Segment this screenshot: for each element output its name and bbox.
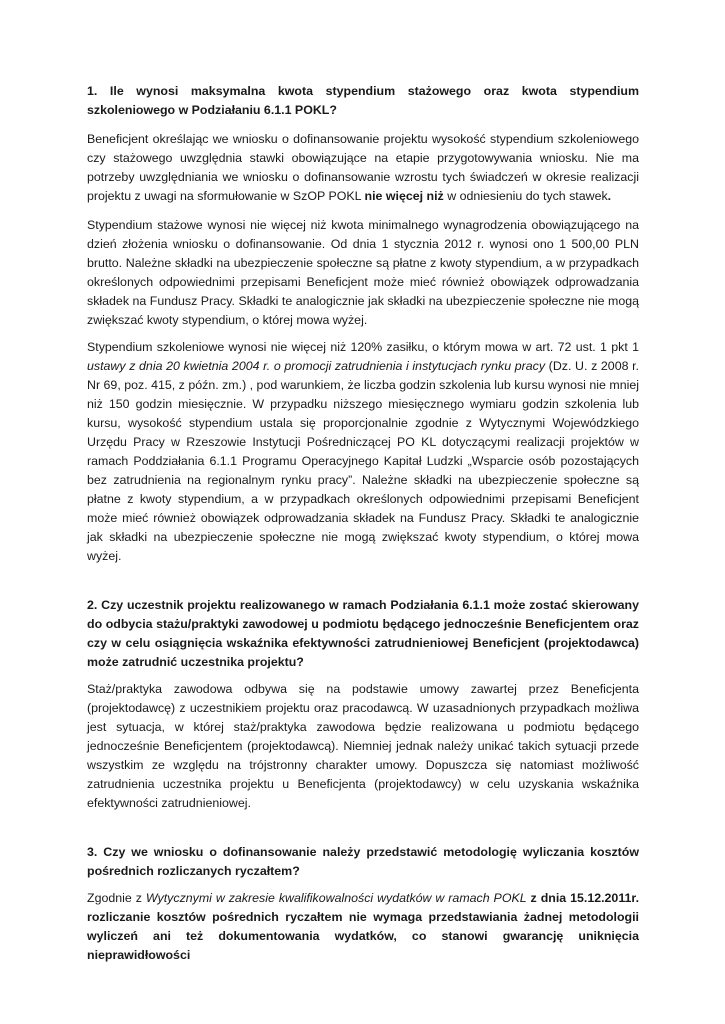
bold-text: z dnia 15.12.2011r. rozliczanie kosztów pośrednich ryczałtem nie wymaga przedstawiania żadnej metodologii wyliczeń ani też dokumentowania wydatków, co stanowi gwarancję uniknięcia nieprawidłowości: [87, 891, 640, 962]
document-page: [87, 82, 639, 965]
text-span: w odniesieniu do tych stawek: [443, 189, 608, 203]
bold-text: nie więcej niż: [364, 189, 444, 203]
text-span: Zgodnie z: [87, 891, 146, 905]
text-span: Beneficjent określając we wniosku o dofinansowanie projektu wysokość stypendium szkoleniowego czy stażowego uwzględnia stawki obowiązujące na etapie przygotowywania wniosku. Nie ma potrzeby uwzględniania we wniosku o dofinansowanie wzrostu tych świadczeń w okresie realizacji projektu z uwagi na sformułowanie w SzOP POKL: [87, 132, 639, 203]
text-span: Stypendium szkoleniowe wynosi nie więcej niż 120% zasiłku, o którym mowa w art. 72 ust. 1 pkt 1: [87, 340, 639, 354]
italic-text: ustawy z dnia 20 kwietnia 2004 r. o promocji zatrudnienia i instytucjach rynku pracy: [87, 359, 546, 373]
answer-3-paragraph-1: [87, 889, 639, 965]
question-2: 2. Czy uczestnik projektu realizowanego w ramach Podziałania 6.1.1 może zostać skierowany do odbycia stażu/praktyki zawodowej u podmiotu będącego jednocześnie Beneficjentem oraz czy w celu osiągnięcia wskaźnika efektywności zatrudnieniowej Beneficjent (projektodawca) może zatrudnić uczestnika projektu?: [87, 598, 639, 669]
bold-text: .: [607, 189, 612, 203]
text-span: (Dz. U. z 2008 r. Nr 69, poz. 415, z późn. zm.) , pod warunkiem, że liczba godzin szkolenia lub kursu wynosi nie mniej niż 150 godzin miesięcznie. W przypadku niższego miesięcznego wymiaru godzin szkolenia lub kursu, wysokość stypendium ustala się proporcjonalnie zgodnie z Wytycznymi Wojewódzkiego Urzędu Pracy w Rzeszowie Instytucji Pośredniczącej PO KL dotyczącymi realizacji projektów w ramach Poddziałania 6.1.1 Programu Operacyjnego Kapitał Ludzki „Wsparcie osób pozostających bez zatrudnienia na regionalnym rynku pracy”. Należne składki na ubezpieczenie społeczne są płatne z kwoty stypendium, a w przypadkach określonych odpowiednimi przepisami Beneficjent może mieć również obowiązek odprowadzania składek na Fundusz Pracy. Składki te analogicznie jak składki na ubezpieczenie społeczne nie mogą zwiększać kwoty stypendium, o której mowa wyżej.: [87, 359, 639, 563]
question-3: 3. Czy we wniosku o dofinansowanie należy przedstawić metodologię wyliczania kosztów pośrednich rozliczanych ryczałtem?: [87, 845, 639, 878]
answer-1-paragraph-3: [87, 338, 639, 566]
answer-1-paragraph-1: [87, 130, 639, 206]
italic-text: Wytycznymi w zakresie kwalifikowalności wydatków w ramach POKL: [145, 891, 527, 905]
question-1: 1. Ile wynosi maksymalna kwota stypendium stażowego oraz kwota stypendium szkoleniowego w Podziałaniu 6.1.1 POKL?: [87, 84, 639, 117]
answer-1-paragraph-2: Stypendium stażowe wynosi nie więcej niż kwota minimalnego wynagrodzenia obowiązującego na dzień złożenia wniosku o dofinansowanie. Od dnia 1 stycznia 2012 r. wynosi ono 1 500,00 PLN brutto. Należne składki na ubezpieczenie społeczne są płatne z kwoty stypendium, a w przypadkach określonych odpowiednimi przepisami Beneficjent może mieć również obowiązek odprowadzania składek na Fundusz Pracy. Składki te analogicznie jak składki na ubezpieczenie społeczne nie mogą zwiększać kwoty stypendium, o której mowa wyżej.: [87, 218, 639, 327]
answer-2-paragraph-1: Staż/praktyka zawodowa odbywa się na podstawie umowy zawartej przez Beneficjenta (projektodawcę) z uczestnikiem projektu oraz pracodawcą. W uzasadnionych przypadkach możliwa jest sytuacja, w której staż/praktyka zawodowa będzie realizowana u podmiotu będącego jednocześnie Beneficjentem (projektodawcą). Niemniej jednak należy unikać takich sytuacji przede wszystkim ze względu na trójstronny charakter umowy. Dopuszcza się natomiast możliwość zatrudnienia uczestnika projektu u Beneficjenta (projektodawcy) w celu uzyskania wskaźnika efektywności zatrudnieniowej.: [87, 682, 639, 810]
